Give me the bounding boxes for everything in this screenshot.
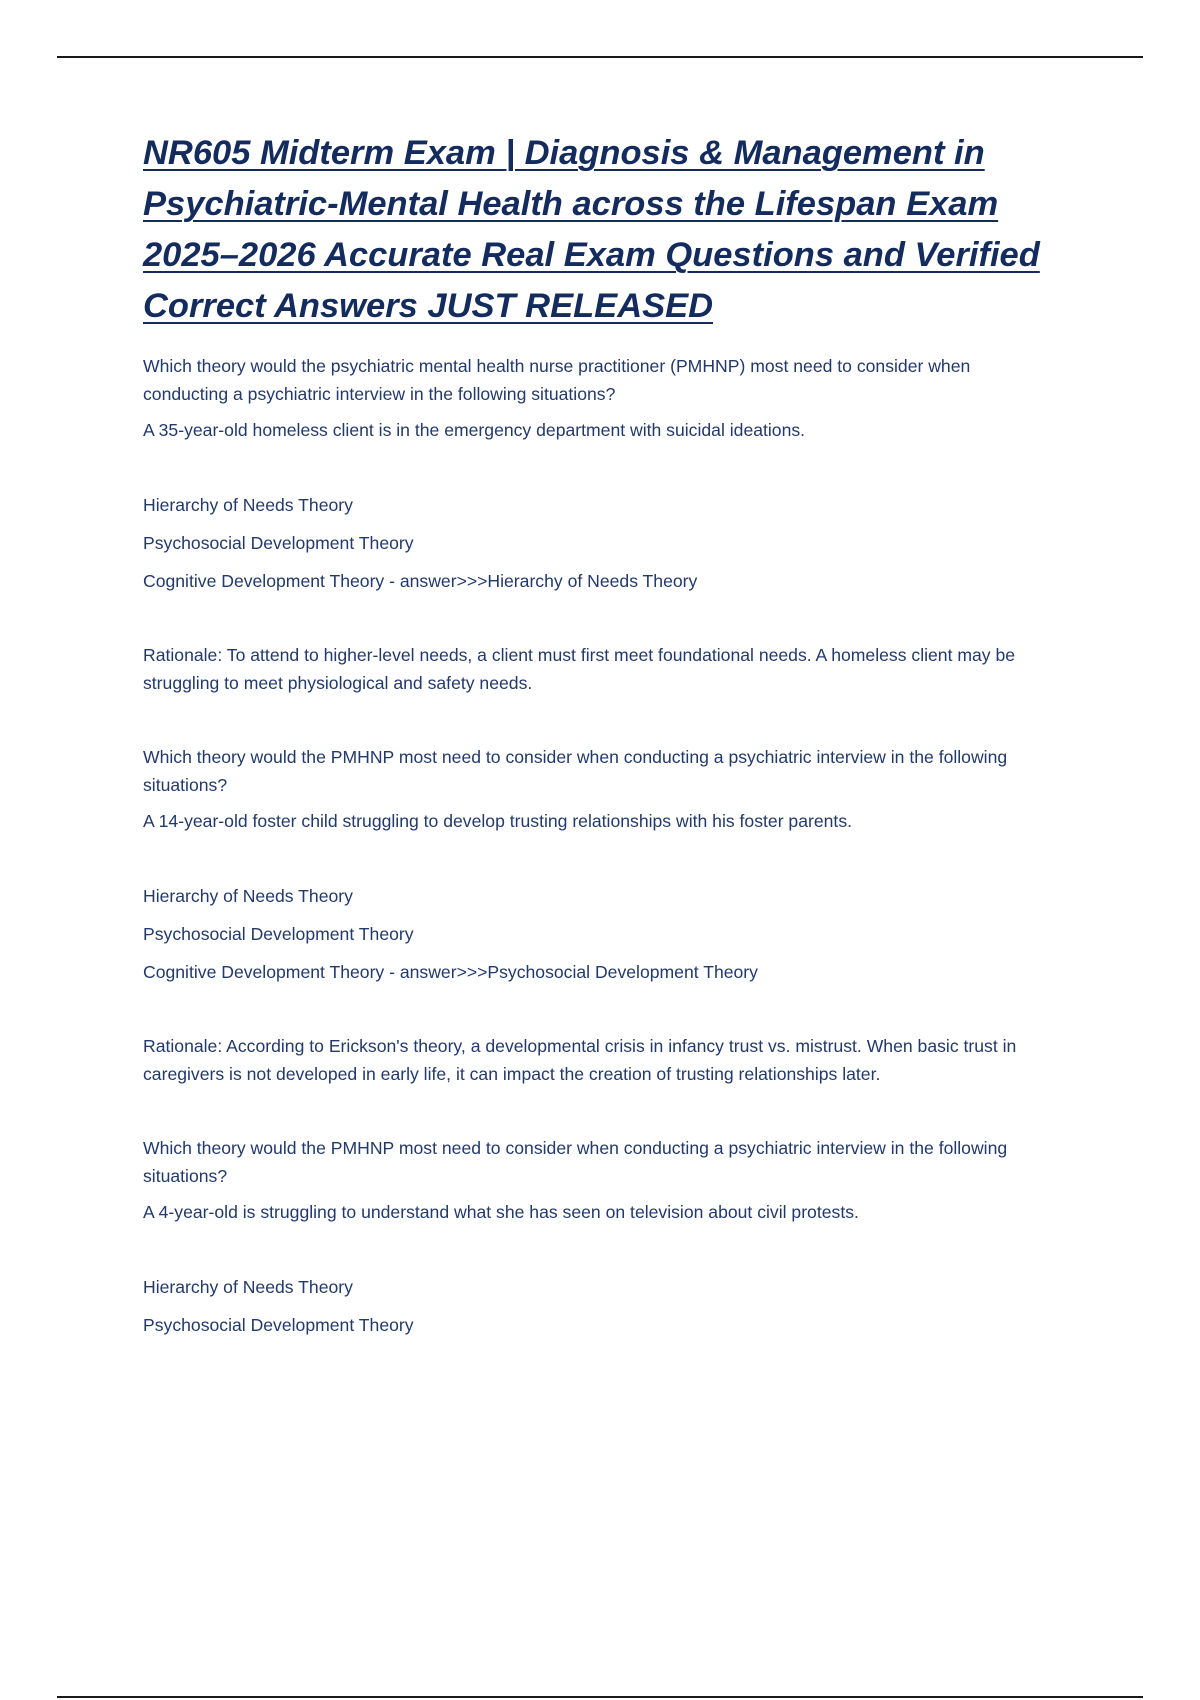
question-block-3 — [143, 1134, 1043, 1339]
answer-option: Psychosocial Development Theory — [143, 1315, 414, 1335]
question-text: Which theory would the PMHNP most need to consider when conducting a psychiatric interview in the following situations? — [143, 1138, 1008, 1186]
question-block-1 — [143, 352, 1043, 697]
answer-option: Psychosocial Development Theory — [143, 924, 414, 944]
question-text: Which theory would the psychiatric mental health nurse practitioner (PMHNP) most need to consider when conducting a psychiatric interview in the following situations? — [143, 356, 971, 404]
answer-option: Cognitive Development Theory - answer>>>Psychosocial Development Theory — [143, 962, 758, 982]
rationale-text: Rationale: According to Erickson's theory, a developmental crisis in infancy trust vs. mistrust. When basic trust in caregivers is not developed in early life, it can impact the creation of trusting relationships later. — [143, 1036, 1017, 1084]
answer-option: Hierarchy of Needs Theory — [143, 495, 353, 515]
answer-option: Hierarchy of Needs Theory — [143, 1277, 353, 1297]
question-scenario: A 4-year-old is struggling to understand what she has seen on television about civil protests. — [143, 1202, 859, 1222]
rationale-text: Rationale: To attend to higher-level needs, a client must first meet foundational needs. A homeless client may be struggling to meet physiological and safety needs. — [143, 645, 1016, 693]
document-body — [143, 128, 1043, 1349]
question-scenario: A 35-year-old homeless client is in the emergency department with suicidal ideations. — [143, 420, 806, 440]
document-title: NR605 Midterm Exam | Diagnosis & Management in Psychiatric-Mental Health across the Lifespan Exam 2025–2026 Accurate Real Exam Questions and Verified Correct Answers JUST RELEASED — [143, 134, 1040, 325]
question-block-2 — [143, 743, 1043, 1088]
answer-option: Cognitive Development Theory - answer>>>Hierarchy of Needs Theory — [143, 571, 698, 591]
top-rule — [57, 56, 1143, 58]
answer-option: Psychosocial Development Theory — [143, 533, 414, 553]
answer-option: Hierarchy of Needs Theory — [143, 886, 353, 906]
bottom-rule — [57, 1696, 1143, 1698]
question-text: Which theory would the PMHNP most need to consider when conducting a psychiatric interview in the following situations? — [143, 747, 1008, 795]
question-scenario: A 14-year-old foster child struggling to develop trusting relationships with his foster parents. — [143, 811, 853, 831]
